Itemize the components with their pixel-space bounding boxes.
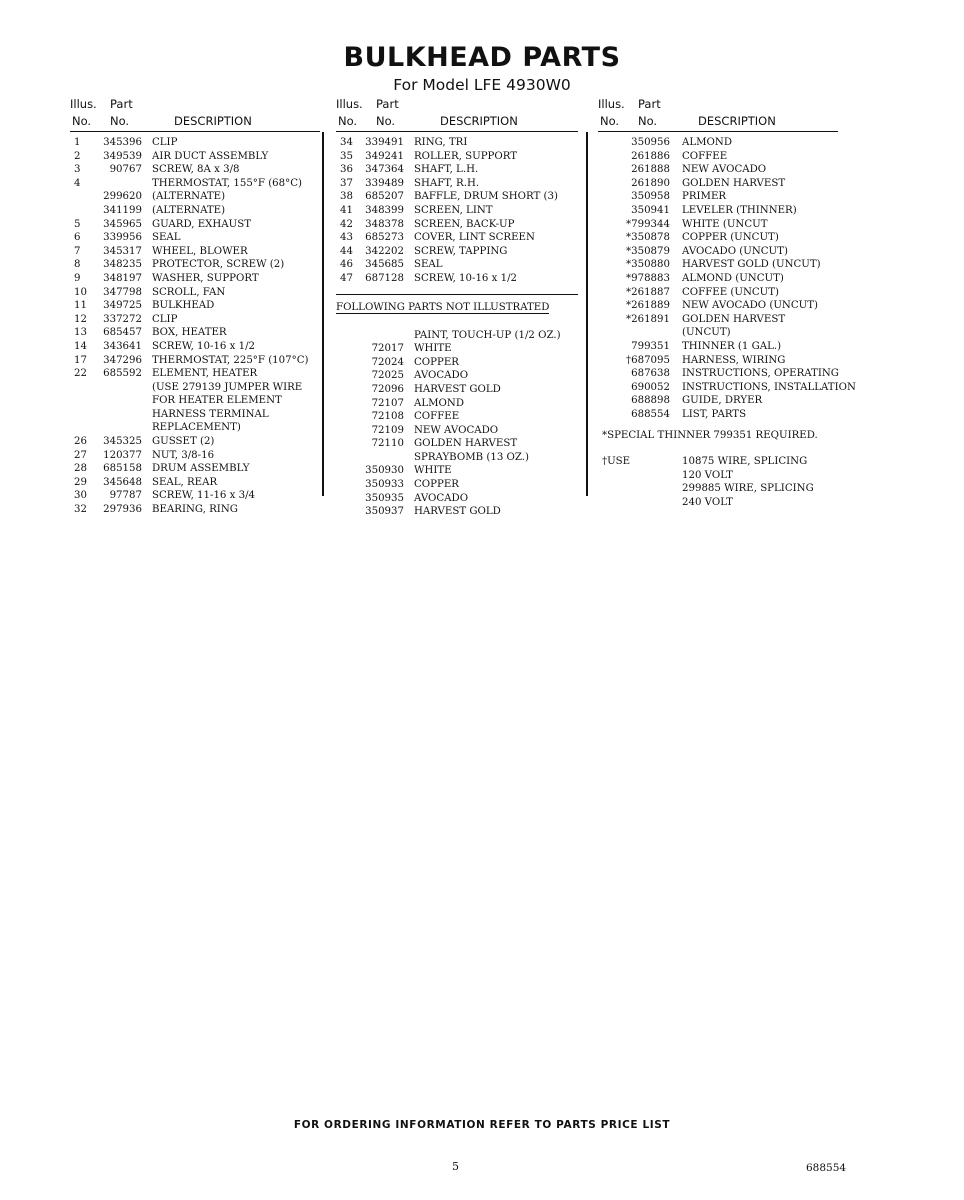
part-number: 97787 <box>109 490 142 502</box>
parts-list <box>70 132 320 517</box>
illus-number: 8 <box>74 259 81 271</box>
list-item <box>70 204 320 218</box>
part-description: HARVEST GOLD (UNCUT) <box>682 259 821 271</box>
part-description: AIR DUCT ASSEMBLY <box>152 150 269 162</box>
column-divider <box>322 132 324 496</box>
column-divider <box>586 132 588 496</box>
header-illus: Illus. <box>598 97 625 111</box>
part-description: NEW AVOCADO (UNCUT) <box>682 300 818 312</box>
list-item <box>598 496 838 510</box>
part-description: HARVEST GOLD <box>414 383 501 395</box>
column-header <box>336 95 578 132</box>
list-item <box>598 313 838 327</box>
part-description: DRUM ASSEMBLY <box>152 463 250 475</box>
list-item <box>598 177 838 191</box>
part-description: GOLDEN HARVEST <box>682 313 786 325</box>
list-item <box>598 258 838 272</box>
list-item <box>336 258 578 272</box>
part-number: *350880 <box>626 259 670 271</box>
illus-number: 13 <box>74 327 87 339</box>
part-description: PRIMER <box>682 191 727 203</box>
part-number: 348197 <box>103 272 142 284</box>
list-item <box>336 204 578 218</box>
use-note-text: 299885 WIRE, SPLICING <box>682 483 814 495</box>
part-description: AVOCADO (UNCUT) <box>682 245 788 257</box>
illus-number: 46 <box>340 259 353 271</box>
list-item <box>70 326 320 340</box>
illus-number: 47 <box>340 272 353 284</box>
list-item <box>598 272 838 286</box>
part-description: PROTECTOR, SCREW (2) <box>152 259 285 271</box>
part-number: 72025 <box>371 370 404 382</box>
list-item <box>70 272 320 286</box>
illus-number: 43 <box>340 232 353 244</box>
list-item <box>70 313 320 327</box>
part-description: FOR HEATER ELEMENT <box>152 395 282 407</box>
document-number: 688554 <box>806 1162 847 1174</box>
list-item <box>70 299 320 313</box>
list-item <box>70 136 320 150</box>
part-number: 72109 <box>371 424 404 436</box>
list-item <box>336 329 578 343</box>
column-header <box>598 95 838 132</box>
part-number: 261888 <box>631 164 670 176</box>
part-description: NUT, 3/8-16 <box>152 449 215 461</box>
list-item <box>336 437 578 451</box>
list-item <box>336 451 578 465</box>
part-description: GUIDE, DRYER <box>682 395 763 407</box>
part-description: SCREEN, LINT <box>414 204 493 216</box>
part-description: LEVELER (THINNER) <box>682 204 797 216</box>
list-item <box>336 383 578 397</box>
part-description: ELEMENT, HEATER <box>152 368 258 380</box>
part-number: *799344 <box>626 218 670 230</box>
list-item <box>336 356 578 370</box>
part-description: GOLDEN HARVEST <box>682 177 786 189</box>
list-item <box>598 204 838 218</box>
part-description: SCROLL, FAN <box>152 286 226 298</box>
part-number: 799351 <box>631 340 670 352</box>
illus-number: 35 <box>340 150 353 162</box>
part-description: SCREEN, BACK-UP <box>414 218 515 230</box>
part-description: BULKHEAD <box>152 300 215 312</box>
header-illus: Illus. <box>336 97 363 111</box>
header-part: Part <box>638 97 661 111</box>
list-item <box>336 424 578 438</box>
part-number: 349539 <box>103 150 142 162</box>
list-item <box>70 340 320 354</box>
part-description: LIST, PARTS <box>682 408 747 420</box>
part-number: 90767 <box>109 164 142 176</box>
part-number: 341199 <box>103 204 142 216</box>
column-header <box>70 95 320 132</box>
header-part-no: No. <box>638 114 658 128</box>
list-item <box>598 245 838 259</box>
list-item <box>598 394 838 408</box>
parts-list <box>336 325 578 519</box>
part-description: CLIP <box>152 137 178 148</box>
illus-number: 29 <box>74 476 87 488</box>
list-item <box>70 218 320 232</box>
part-description: INSTRUCTIONS, OPERATING <box>682 368 839 380</box>
list-item <box>70 367 320 381</box>
illus-number: 11 <box>74 300 87 312</box>
list-item <box>70 245 320 259</box>
illus-number: 32 <box>74 504 87 516</box>
header-illus-no: No. <box>600 114 620 128</box>
list-item <box>336 177 578 191</box>
page-title: BULKHEAD PARTS <box>343 42 621 73</box>
list-item <box>336 464 578 478</box>
parts-list <box>598 132 856 421</box>
part-description: WHITE <box>414 465 452 477</box>
part-description: CLIP <box>152 313 178 325</box>
list-item <box>70 286 320 300</box>
list-item <box>70 476 320 490</box>
list-item <box>336 231 578 245</box>
not-illustrated-label: FOLLOWING PARTS NOT ILLUSTRATED <box>336 301 550 313</box>
part-number: 687128 <box>365 272 404 284</box>
list-item <box>70 231 320 245</box>
part-description: THERMOSTAT, 155°F (68°C) <box>152 177 303 189</box>
illus-number: 27 <box>74 449 87 461</box>
page-number: 5 <box>452 1160 459 1173</box>
list-item <box>598 231 838 245</box>
part-description: HARNESS, WIRING <box>682 354 786 366</box>
part-description: SCREW, TAPPING <box>414 245 508 257</box>
illus-number: 6 <box>74 232 81 244</box>
part-description: SCREW, 11-16 x 3/4 <box>152 490 256 502</box>
part-description: SHAFT, R.H. <box>414 177 480 189</box>
part-number: 349725 <box>103 300 142 312</box>
list-item <box>70 177 320 191</box>
part-number: 347798 <box>103 286 142 298</box>
illus-number: 9 <box>74 272 81 284</box>
header-illus-no: No. <box>72 114 92 128</box>
part-description: ALMOND <box>682 137 732 148</box>
part-number: 350956 <box>631 137 670 148</box>
parts-column-1 <box>70 95 320 517</box>
list-item <box>598 408 838 422</box>
illus-number: 28 <box>74 463 87 475</box>
part-number: 342202 <box>365 245 404 257</box>
list-item <box>70 421 320 435</box>
list-item <box>598 482 838 496</box>
header-illus-no: No. <box>338 114 358 128</box>
part-number: 685457 <box>103 327 142 339</box>
part-number: 345325 <box>103 436 142 448</box>
list-item <box>336 397 578 411</box>
use-note-label: †USE <box>602 456 631 468</box>
part-description: GOLDEN HARVEST <box>414 438 518 450</box>
part-description: (UNCUT) <box>682 327 731 339</box>
part-number: 690052 <box>631 381 670 393</box>
part-number: 345685 <box>365 259 404 271</box>
part-description: SEAL, REAR <box>152 476 218 488</box>
illus-number: 22 <box>74 368 87 380</box>
header-part: Part <box>110 97 133 111</box>
list-item <box>598 455 838 469</box>
list-item <box>336 245 578 259</box>
list-item <box>598 340 838 354</box>
part-number: 72024 <box>371 356 404 368</box>
part-number: 350941 <box>631 204 670 216</box>
part-description: BEARING, RING <box>152 504 238 516</box>
list-item <box>598 150 838 164</box>
header-part: Part <box>376 97 399 111</box>
list-item <box>598 469 838 483</box>
part-number: 345965 <box>103 218 142 230</box>
part-description: REPLACEMENT) <box>152 422 241 434</box>
part-number: 72107 <box>371 397 404 409</box>
part-number: 685592 <box>103 368 142 380</box>
illus-number: 14 <box>74 340 87 352</box>
part-number: 348235 <box>103 259 142 271</box>
header-description: DESCRIPTION <box>174 114 252 128</box>
part-number: 339489 <box>365 177 404 189</box>
illus-number: 2 <box>74 150 81 162</box>
part-description: HARVEST GOLD <box>414 506 501 518</box>
part-description: PAINT, TOUCH-UP (1/2 OZ.) <box>414 329 561 341</box>
list-item <box>336 492 578 506</box>
part-description: COFFEE <box>414 411 460 423</box>
part-description: THERMOSTAT, 225°F (107°C) <box>152 354 309 366</box>
part-number: 72096 <box>371 383 404 395</box>
list-item <box>336 163 578 177</box>
list-item <box>70 435 320 449</box>
part-number: *350879 <box>626 245 670 257</box>
model-subtitle: For Model LFE 4930W0 <box>393 76 571 94</box>
part-description: AVOCADO <box>414 370 469 382</box>
part-number: 72017 <box>371 343 404 355</box>
ordering-footer: FOR ORDERING INFORMATION REFER TO PARTS PRICE LIST <box>293 1119 671 1131</box>
list-item <box>336 190 578 204</box>
part-number: 347296 <box>103 354 142 366</box>
part-description: SCREW, 10-16 x 1/2 <box>414 272 518 284</box>
use-note-text: 240 VOLT <box>682 496 733 508</box>
list-item <box>70 394 320 408</box>
part-description: COPPER (UNCUT) <box>682 232 779 244</box>
parts-column-2 <box>336 95 578 519</box>
list-item <box>598 286 838 300</box>
special-note <box>598 429 838 443</box>
part-number: 688554 <box>631 408 670 420</box>
list-item <box>70 150 320 164</box>
part-number: 299620 <box>103 191 142 203</box>
list-item <box>336 150 578 164</box>
list-item <box>70 258 320 272</box>
part-description: COFFEE (UNCUT) <box>682 286 780 298</box>
part-description: ROLLER, SUPPORT <box>414 150 518 162</box>
part-number: 345317 <box>103 245 142 257</box>
illus-number: 17 <box>74 354 87 366</box>
part-number: 687638 <box>631 368 670 380</box>
part-description: RING, TRI <box>414 137 468 148</box>
part-number: 685158 <box>103 463 142 475</box>
special-note-text: *SPECIAL THINNER 799351 REQUIRED. <box>602 430 818 442</box>
part-description: COFFEE <box>682 150 728 162</box>
illus-number: 36 <box>340 164 353 176</box>
part-number: 350937 <box>365 506 404 518</box>
part-description: GUSSET (2) <box>152 436 215 448</box>
part-number: 685207 <box>365 191 404 203</box>
part-description: GUARD, EXHAUST <box>152 218 252 230</box>
list-item <box>336 272 578 286</box>
list-item <box>336 410 578 424</box>
illus-number: 30 <box>74 490 87 502</box>
list-item <box>336 505 578 519</box>
part-description: SPRAYBOMB (13 OZ.) <box>414 451 529 463</box>
part-description: COPPER <box>414 356 459 368</box>
illus-number: 38 <box>340 191 353 203</box>
part-description: (ALTERNATE) <box>152 191 226 203</box>
part-number: 350935 <box>365 492 404 504</box>
part-description: WHITE <box>414 343 452 355</box>
part-description: COPPER <box>414 479 459 491</box>
use-note-text: 120 VOLT <box>682 469 733 481</box>
list-item <box>70 489 320 503</box>
part-number: 261890 <box>631 177 670 189</box>
part-number: 337272 <box>103 313 142 325</box>
illus-number: 41 <box>340 204 353 216</box>
illus-number: 37 <box>340 177 353 189</box>
part-description: INSTRUCTIONS, INSTALLATION <box>682 381 856 393</box>
part-description: (USE 279139 JUMPER WIRE <box>152 381 303 393</box>
not-illustrated-heading <box>336 294 578 317</box>
list-item <box>598 136 838 150</box>
part-description: BAFFLE, DRUM SHORT (3) <box>414 191 558 203</box>
part-number: 345648 <box>103 476 142 488</box>
part-description: COVER, LINT SCREEN <box>414 232 535 244</box>
part-description: BOX, HEATER <box>152 327 227 339</box>
part-number: 348378 <box>365 218 404 230</box>
parts-column-3 <box>598 95 856 509</box>
part-number: 685273 <box>365 232 404 244</box>
part-description: ALMOND (UNCUT) <box>682 272 784 284</box>
use-note <box>598 451 838 509</box>
part-number: 688898 <box>631 395 670 407</box>
part-number: 350958 <box>631 191 670 203</box>
list-item <box>336 136 578 150</box>
list-item <box>598 299 838 313</box>
list-item <box>70 462 320 476</box>
list-item <box>70 163 320 177</box>
list-item <box>598 381 856 395</box>
list-item <box>70 354 320 368</box>
part-description: SEAL <box>414 259 443 271</box>
part-number: 339956 <box>103 232 142 244</box>
list-item <box>336 478 578 492</box>
list-item <box>598 326 838 340</box>
use-note-text: 10875 WIRE, SPLICING <box>682 456 808 468</box>
part-number: 349241 <box>365 150 404 162</box>
part-number: 350933 <box>365 479 404 491</box>
part-description: SEAL <box>152 232 181 244</box>
part-number: 339491 <box>365 137 404 148</box>
part-number: *261889 <box>626 300 670 312</box>
part-number: *978883 <box>626 272 670 284</box>
list-item <box>598 354 838 368</box>
part-number: 347364 <box>365 164 404 176</box>
illus-number: 4 <box>74 177 81 189</box>
header-part-no: No. <box>376 114 396 128</box>
header-description: DESCRIPTION <box>440 114 518 128</box>
list-item <box>598 190 838 204</box>
list-item <box>598 218 838 232</box>
header-part-no: No. <box>110 114 130 128</box>
part-number: 350930 <box>365 465 404 477</box>
part-number: 343641 <box>103 340 142 352</box>
part-number: 120377 <box>103 449 142 461</box>
header-description: DESCRIPTION <box>698 114 776 128</box>
list-item <box>598 163 838 177</box>
part-description: AVOCADO <box>414 492 469 504</box>
part-number: †687095 <box>626 354 670 366</box>
part-description: NEW AVOCADO <box>682 164 767 176</box>
part-number: *261891 <box>626 313 670 325</box>
part-description: THINNER (1 GAL.) <box>682 340 782 352</box>
part-description: (ALTERNATE) <box>152 204 226 216</box>
part-description: ALMOND <box>414 397 464 409</box>
list-item <box>70 408 320 422</box>
part-description: HARNESS TERMINAL <box>152 408 269 420</box>
illus-number: 12 <box>74 313 87 325</box>
part-number: 72110 <box>371 438 404 450</box>
list-item <box>336 218 578 232</box>
list-item <box>70 503 320 517</box>
part-number: 261886 <box>631 150 670 162</box>
illus-number: 3 <box>74 164 81 176</box>
illus-number: 10 <box>74 286 87 298</box>
part-description: SCREW, 8A x 3/8 <box>152 164 240 176</box>
illus-number: 5 <box>74 218 81 230</box>
part-description: SHAFT, L.H. <box>414 164 479 176</box>
list-item <box>70 449 320 463</box>
illus-number: 7 <box>74 245 81 257</box>
part-number: 345396 <box>103 137 142 148</box>
part-number: 297936 <box>103 504 142 516</box>
list-item <box>336 369 578 383</box>
list-item <box>70 190 320 204</box>
part-description: NEW AVOCADO <box>414 424 499 436</box>
illus-number: 34 <box>340 137 353 148</box>
part-description: WHITE (UNCUT <box>682 218 768 230</box>
illus-number: 42 <box>340 218 353 230</box>
part-description: WHEEL, BLOWER <box>152 245 248 257</box>
list-item <box>70 381 320 395</box>
illus-number: 1 <box>74 137 81 148</box>
list-item <box>336 342 578 356</box>
parts-list <box>336 132 578 286</box>
part-number: *350878 <box>626 232 670 244</box>
illus-number: 44 <box>340 245 353 257</box>
part-number: 72108 <box>371 411 404 423</box>
list-item <box>598 367 838 381</box>
part-number: 348399 <box>365 204 404 216</box>
illus-number: 26 <box>74 436 87 448</box>
header-illus: Illus. <box>70 97 97 111</box>
part-description: WASHER, SUPPORT <box>152 272 259 284</box>
part-description: SCREW, 10-16 x 1/2 <box>152 340 256 352</box>
part-number: *261887 <box>626 286 670 298</box>
